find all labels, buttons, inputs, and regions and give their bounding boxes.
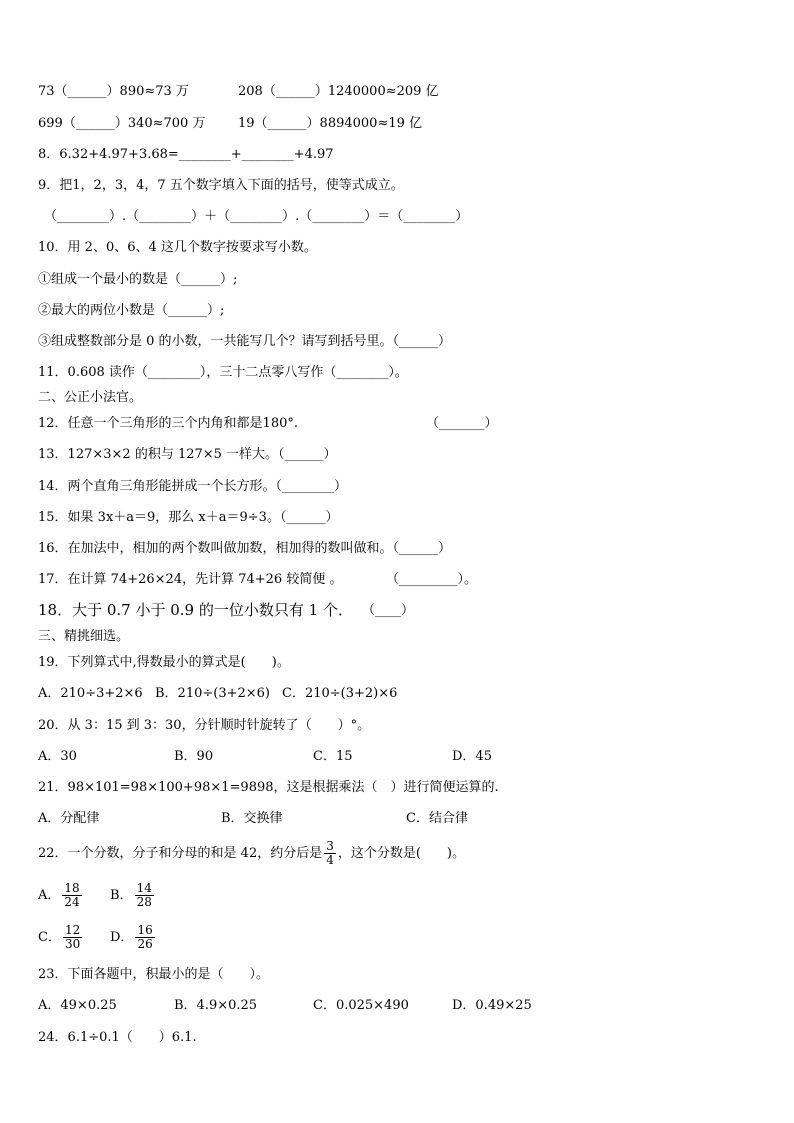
question-23-option-b: B．4.9×0.25 <box>174 998 258 1013</box>
question-20-option-d: D．45 <box>452 749 492 764</box>
question-22-option-c: C． $\frac{12}{30}$ <box>38 923 81 951</box>
question-18-answer: （____） <box>362 603 415 618</box>
question-20-option-c: C．15 <box>313 749 353 764</box>
question-8: 8．6.32+4.97+3.68=________+________+4.97 <box>38 147 334 162</box>
question-22-option-d: D． $\frac{16}{26}$ <box>110 923 153 951</box>
q7-line-1b: 208（______）1240000≈209 亿 <box>238 84 439 99</box>
question-16: 16．在加法中，相加的两个数叫做加数，相加得的数叫做和。（______） <box>38 541 452 556</box>
question-20-option-a: A．30 <box>38 749 77 764</box>
question-10-part-2: ②最大的两位小数是（______）; <box>38 303 225 318</box>
question-19: 19．下列算式中,得数最小的算式是( )。 <box>38 655 290 670</box>
question-20-option-b: B．90 <box>174 749 214 764</box>
section-3-heading: 三、精挑细选。 <box>38 629 130 644</box>
question-21-option-c: C．结合律 <box>406 811 468 826</box>
question-14: 14．两个直角三角形能拼成一个长方形。（________） <box>38 479 348 494</box>
question-15: 15．如果 3x＋a＝9，那么 x＋a＝9÷3。（______） <box>38 510 339 525</box>
question-10-part-3: ③组成整数部分是 0 的小数，一共能写几个？请写到括号里。（______） <box>38 334 452 349</box>
question-19-option-c: C．210÷(3+2)×6 <box>282 686 398 701</box>
question-23-option-c: C．0.025×490 <box>313 998 409 1013</box>
question-22-stem: 22．一个分数，分子和分母的和是 42，约分后是 <box>38 846 323 861</box>
question-9-blanks: （________）.（________）＋（________）.（________）＝（________） <box>44 209 469 224</box>
question-22-option-a: A． $\frac{18}{24}$ <box>38 881 80 909</box>
question-17-answer: （_________）。 <box>386 572 478 587</box>
q7-line-2a: 699（______）340≈700 万 <box>38 116 206 131</box>
question-23: 23．下面各题中，积最小的是（ ）。 <box>38 967 270 982</box>
q7-line-1a: 73（______）890≈73 万 <box>38 84 189 99</box>
question-9: 9．把1，2，3，4，7 五个数字填入下面的括号，使等式成立。 <box>38 178 404 193</box>
question-19-option-b: B．210÷(3+2×6) <box>155 686 271 701</box>
question-21-option-a: A．分配律 <box>38 811 100 826</box>
question-22 <box>38 840 465 867</box>
question-22-tail: ，这个分数是( )。 <box>337 846 466 861</box>
section-2-heading: 二、公正小法官。 <box>38 390 143 405</box>
question-18: 18．大于 0.7 小于 0.9 的一位小数只有 1 个． <box>38 601 353 619</box>
question-10-part-1: ①组成一个最小的数是（______）; <box>38 272 238 287</box>
question-24: 24．6.1÷0.1（ ）6.1. <box>38 1030 197 1045</box>
question-10: 10．用 2、0、6、4 这几个数字按要求写小数。 <box>38 240 317 255</box>
question-22-fraction: $\frac{3}{4}$ <box>326 839 334 867</box>
question-13: 13．127×3×2 的积与 127×5 一样大。（______） <box>38 447 337 462</box>
question-20: 20．从 3：15 到 3：30，分针顺时针旋转了（ ）°。 <box>38 718 371 733</box>
question-21: 21．98×101=98×100+98×1=9898，这是根据乘法（ ）进行简便运算的. <box>38 780 499 795</box>
question-22-option-b: B． $\frac{14}{28}$ <box>110 881 152 909</box>
question-19-option-a: A．210÷3+2×6 <box>38 686 143 701</box>
question-23-option-a: A．49×0.25 <box>38 998 117 1013</box>
q7-line-2b: 19（______）8894000≈19 亿 <box>238 116 423 131</box>
question-12-answer: （_______） <box>426 416 498 431</box>
question-11: 11．0.608 读作（________），三十二点零八写作（________）。 <box>38 365 408 380</box>
question-17: 17．在计算 74+26×24，先计算 74+26 较简便 。 <box>38 572 343 587</box>
question-23-option-d: D．0.49×25 <box>452 998 532 1013</box>
question-21-option-b: B．交换律 <box>221 811 283 826</box>
question-12: 12．任意一个三角形的三个内角和都是180°. <box>38 416 298 431</box>
